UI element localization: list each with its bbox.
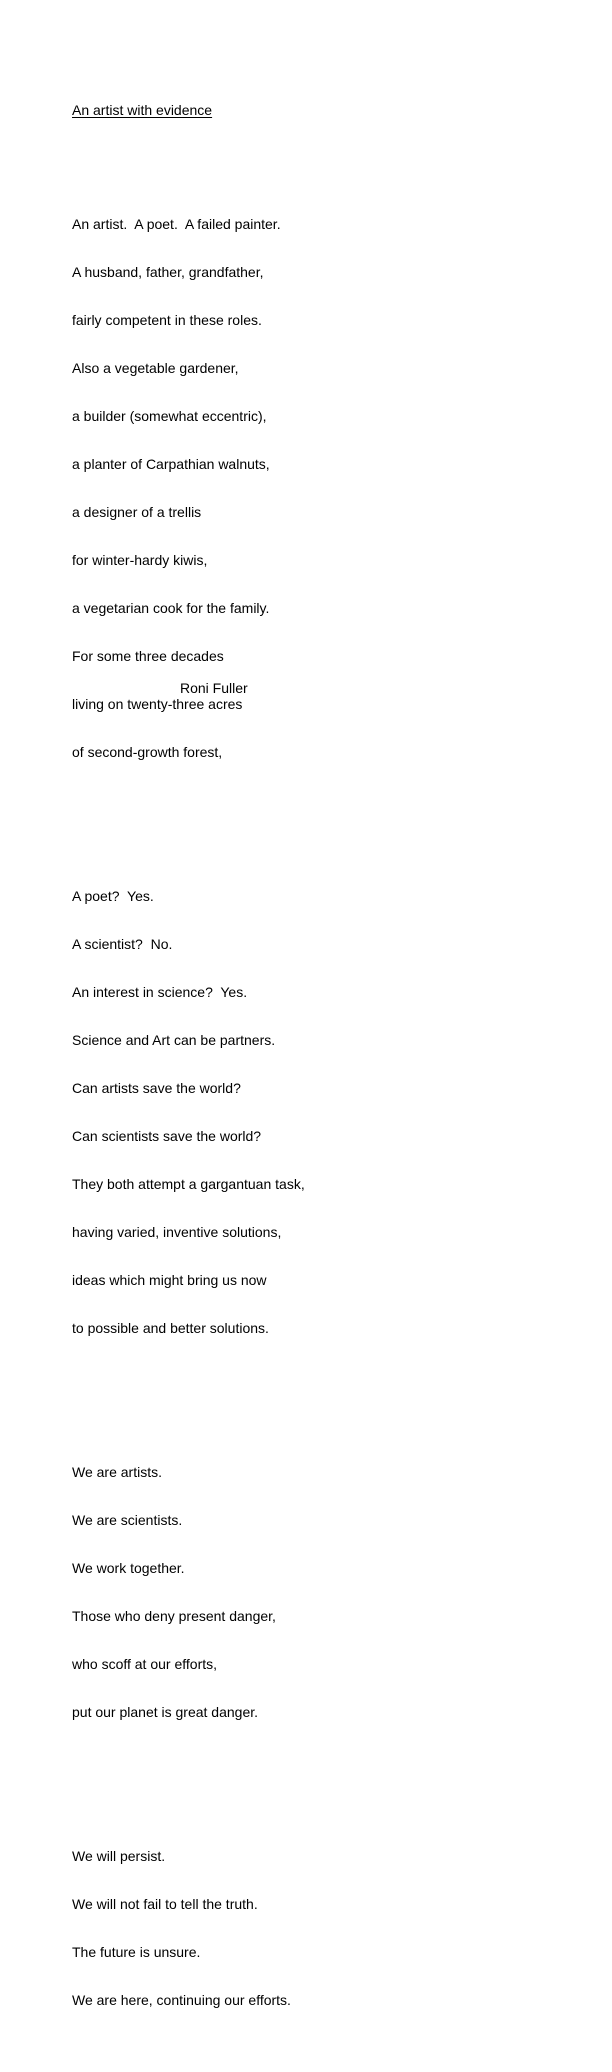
poem-line: fairly competent in these roles. (72, 312, 262, 328)
poem-line: to possible and better solutions. (72, 1320, 269, 1336)
poem-line: For some three decades (72, 648, 224, 664)
stanza-1 (72, 184, 592, 792)
poem-line: Also a vegetable gardener, (72, 360, 239, 376)
stanza-4 (72, 1816, 592, 2040)
poem-line: A poet? Yes. (72, 888, 154, 904)
poem-line: They both attempt a gargantuan task, (72, 1176, 305, 1192)
poem-line: ideas which might bring us now (72, 1272, 267, 1288)
poem-line: We will not fail to tell the truth. (72, 1896, 258, 1912)
poem-line: of second-growth forest, (72, 744, 223, 760)
poem-line: An artist. A poet. A failed painter. (72, 216, 281, 232)
poem-line: An interest in science? Yes. (72, 984, 248, 1000)
poem-line: put our planet is great danger. (72, 1704, 259, 1720)
poem-line: a designer of a trellis (72, 504, 202, 520)
poem-line: Can scientists save the world? (72, 1128, 262, 1144)
poem-line: a builder (somewhat eccentric), (72, 408, 267, 424)
poem-line: Can artists save the world? (72, 1080, 241, 1096)
poem-line: Those who deny present danger, (72, 1608, 276, 1624)
poem-line: Science and Art can be partners. (72, 1032, 276, 1048)
poem-line: having varied, inventive solutions, (72, 1224, 282, 1240)
poem-line: a planter of Carpathian walnuts, (72, 456, 270, 472)
poem-line: living on twenty-three acres (72, 696, 243, 712)
poem-page (72, 70, 592, 2072)
author-signature: Roni Fuller (180, 680, 248, 696)
poem-line: We work together. (72, 1560, 185, 1576)
poem-line: who scoff at our efforts, (72, 1656, 218, 1672)
stanza-3 (72, 1432, 592, 1752)
poem-title: An artist with evidence (72, 102, 213, 118)
poem-line: a vegetarian cook for the family. (72, 600, 270, 616)
poem-line: The future is unsure. (72, 1944, 201, 1960)
stanza-2 (72, 856, 592, 1368)
poem-line: A husband, father, grandfather, (72, 264, 264, 280)
poem-line: We will persist. (72, 1848, 166, 1864)
poem-line: We are here, continuing our efforts. (72, 1992, 291, 2008)
poem-line: We are artists. (72, 1464, 162, 1480)
poem-line: for winter-hardy kiwis, (72, 552, 208, 568)
poem-line: A scientist? No. (72, 936, 173, 952)
poem-line: We are scientists. (72, 1512, 183, 1528)
